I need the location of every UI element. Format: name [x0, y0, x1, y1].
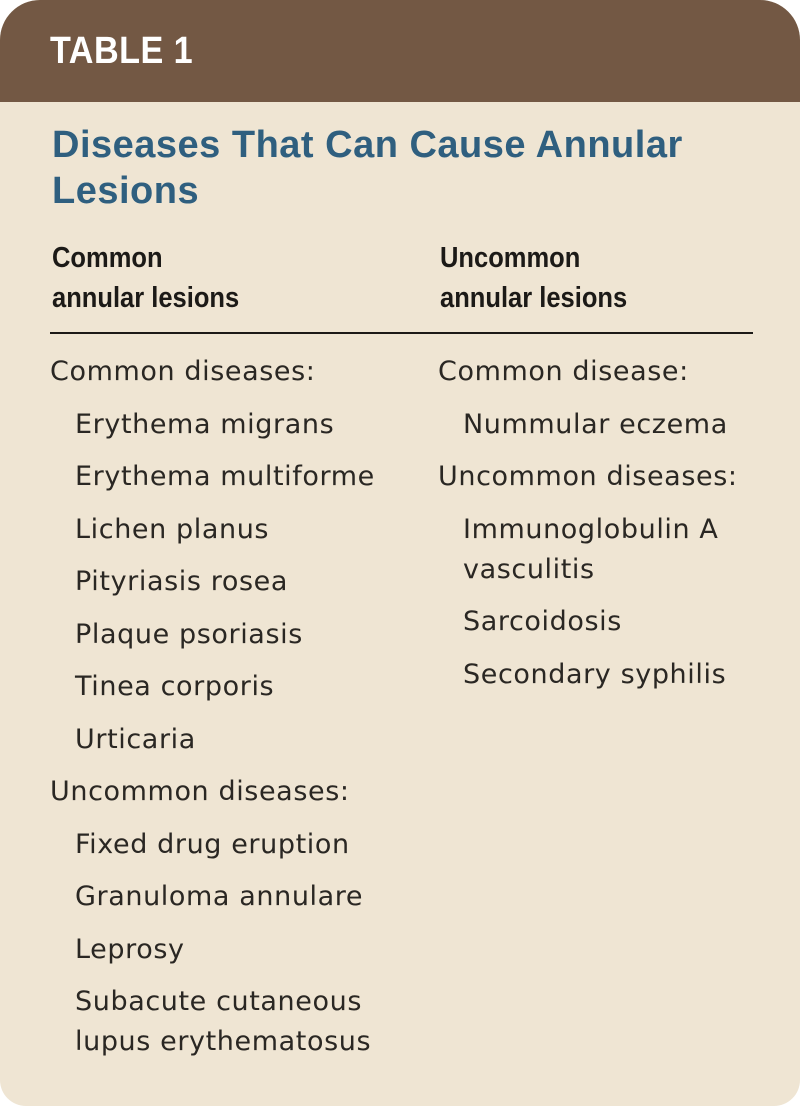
- group-label: Uncommon diseases:: [50, 776, 350, 807]
- list-item: Sarcoidosis: [463, 606, 622, 637]
- list-item: Erythema multiforme: [75, 461, 375, 492]
- column-heading-common: [52, 238, 239, 318]
- list-item: Secondary syphilis: [463, 658, 727, 690]
- group-label: Common diseases:: [50, 356, 316, 387]
- list-item: Immunoglobulin A vasculitis: [463, 513, 719, 585]
- column-heading-uncommon: [440, 238, 627, 318]
- list-item: Lichen planus: [75, 513, 270, 545]
- list-item: Erythema migrans: [75, 408, 335, 440]
- list-item: Urticaria: [75, 723, 196, 755]
- column-heading-line: annular lesions: [52, 282, 240, 314]
- column-heading-line: Uncommon: [440, 242, 581, 274]
- list-item: Leprosy: [75, 933, 185, 965]
- column-common: [50, 352, 400, 1075]
- list-item: Fixed drug eruption: [75, 828, 350, 860]
- column-heading-line: Common: [52, 242, 163, 274]
- group-label: Uncommon diseases:: [438, 461, 738, 492]
- group-label: Common disease:: [438, 356, 689, 387]
- table-header-band: [0, 0, 800, 102]
- list-item: Nummular eczema: [463, 408, 728, 440]
- column-heading-line: annular lesions: [440, 282, 628, 314]
- list-item: Plaque psoriasis: [75, 618, 303, 650]
- column-uncommon: [438, 352, 768, 707]
- list-item: Granuloma annulare: [75, 881, 364, 912]
- list-item: Pityriasis rosea: [75, 566, 288, 597]
- list-item: Subacute cutaneous lupus erythematosus: [75, 986, 372, 1057]
- list-item: Tinea corporis: [75, 671, 275, 702]
- table-title: Diseases That Can Cause Annular Lesions: [52, 124, 683, 212]
- header-divider: [50, 332, 753, 334]
- table-label: TABLE 1: [50, 30, 194, 72]
